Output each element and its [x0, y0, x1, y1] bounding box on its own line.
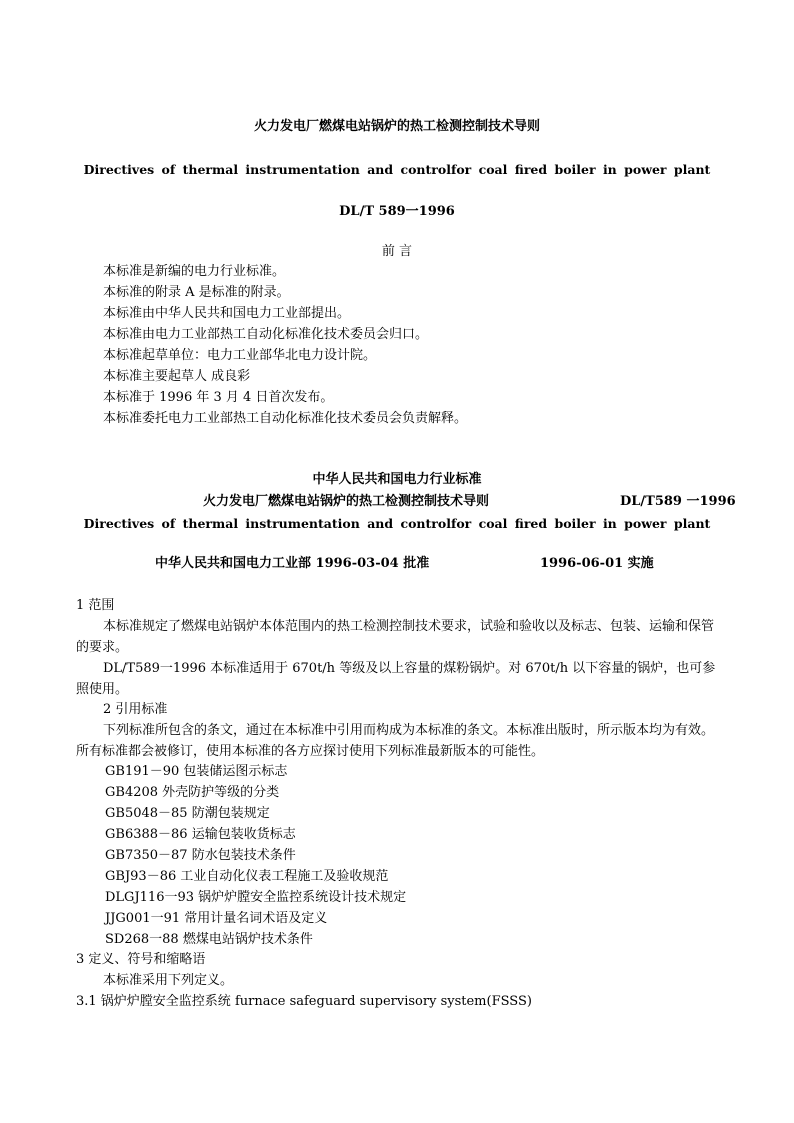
foreword-line: 本标准主要起草人 成良彩: [103, 369, 251, 384]
reference-item: GBJ93－86 工业自动化仪表工程施工及验收规范: [105, 869, 389, 884]
foreword-line: 本标准的附录 A 是标准的附录。: [103, 285, 290, 300]
foreword-line: 本标准是新编的电力行业标准。: [103, 264, 286, 279]
reference-item: GB191－90 包装储运图示标志: [105, 764, 288, 779]
title-en-secondary: Directives of thermal instrumentation and controlfor coal fired boiler in power plant: [83, 516, 711, 531]
section-3-heading: 3 定义、符号和缩略语: [76, 952, 206, 967]
section-1-paragraph: 本标准规定了燃煤电站锅炉本体范围内的热工检测控制技术要求，试验和验收以及标志、包装、运输和保管的要求。: [76, 619, 715, 655]
effective-date: 1996-06-01 实施: [540, 556, 654, 571]
foreword-line: 本标准委托电力工业部热工自动化标准化技术委员会负责解释。: [103, 411, 468, 426]
reference-item: DLGJ116一93 锅炉炉膛安全监控系统设计技术规定: [105, 890, 407, 905]
section-2-heading: 2 引用标准: [103, 702, 168, 717]
reference-item: GB5048－85 防潮包装规定: [105, 806, 270, 821]
foreword-line: 本标准于 1996 年 3 月 4 日首次发布。: [103, 390, 334, 405]
section-1-heading: 1 范围: [76, 598, 115, 613]
section-2-paragraph: 下列标准所包含的条文，通过在本标准中引用而构成为本标准的条文。本标准出版时，所示版本均为有效。所有标准都会被修订，使用本标准的各方应探讨使用下列标准最新版本的可能性。: [76, 723, 715, 759]
foreword-line: 本标准由电力工业部热工自动化标准化技术委员会归口。: [103, 327, 429, 342]
reference-item: GB4208 外壳防护等级的分类: [105, 785, 280, 800]
reference-item: GB7350－87 防水包装技术条件: [105, 848, 296, 863]
doc-code-secondary: DL/T589 一1996: [620, 494, 736, 509]
doc-code: DL/T 589一1996: [339, 204, 455, 219]
reference-item: GB6388－86 运输包装收货标志: [105, 827, 296, 842]
title-cn-secondary: 火力发电厂燃煤电站锅炉的热工检测控制技术导则: [203, 494, 490, 509]
standard-header: 中华人民共和国电力行业标准: [312, 472, 482, 487]
section-3-paragraph: 本标准采用下列定义。: [103, 973, 234, 988]
section-3-1-heading: 3.1 锅炉炉膛安全监控系统 furnace safeguard supervisory system(FSSS): [76, 994, 532, 1009]
reference-item: JJG001一91 常用计量名词术语及定义: [105, 911, 328, 926]
reference-item: SD268一88 燃煤电站锅炉技术条件: [105, 932, 313, 947]
approval-line: 中华人民共和国电力工业部 1996-03-04 批准: [155, 556, 430, 571]
foreword-line: 本标准起草单位：电力工业部华北电力设计院。: [103, 348, 377, 363]
title-cn: 火力发电厂燃煤电站锅炉的热工检测控制技术导则: [253, 119, 540, 134]
title-en: Directives of thermal instrumentation and controlfor coal fired boiler in power plant: [83, 162, 711, 177]
section-1-paragraph: DL/T589一1996 本标准适用于 670t/h 等级及以上容量的煤粉锅炉。对 670t/h 以下容量的锅炉，也可参照使用。: [76, 661, 716, 697]
foreword-line: 本标准由中华人民共和国电力工业部提出。: [103, 306, 351, 321]
foreword-heading: 前 言: [381, 244, 413, 259]
